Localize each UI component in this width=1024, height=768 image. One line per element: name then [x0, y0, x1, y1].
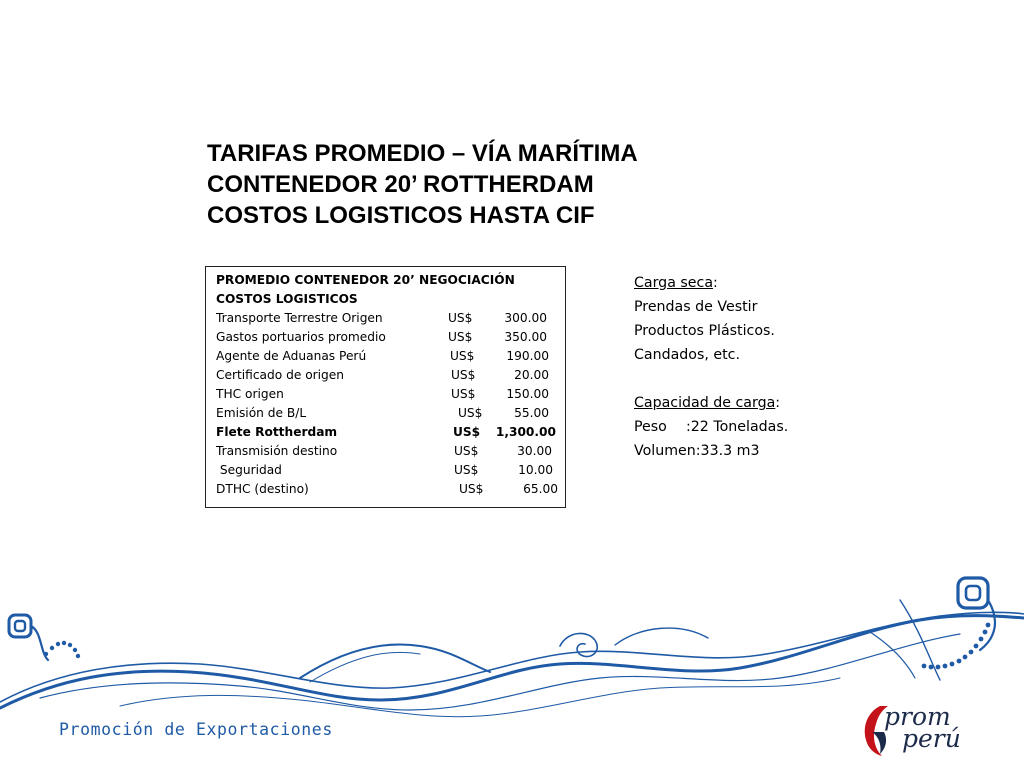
cost-currency: US$: [454, 444, 479, 458]
weight-row: [634, 415, 788, 439]
cost-label: Emisión de B/L: [216, 406, 307, 420]
weight-value: :22 Toneladas.: [686, 419, 789, 435]
cost-label: Certificado de origen: [216, 368, 345, 382]
cost-amount: 190.00: [506, 349, 549, 363]
dry-cargo-heading-text: Carga seca: [634, 275, 714, 291]
title-line-1: TARIFAS PROMEDIO – VÍA MARÍTIMA: [207, 140, 638, 167]
table-row: [216, 480, 565, 499]
title-line-2: CONTENEDOR 20’ ROTTHERDAM: [207, 171, 594, 198]
logo-word-prom: prom: [884, 702, 951, 731]
table-header-costs: COSTOS LOGISTICOS: [216, 292, 358, 306]
volume-row: Volumen:33.3 m3: [634, 443, 760, 459]
promperu-logo: [858, 702, 978, 758]
logo-word-peru: perú: [902, 724, 961, 753]
table-row: [216, 423, 565, 442]
cost-currency: US$: [453, 425, 481, 439]
cost-label: Flete Rottherdam: [216, 425, 338, 439]
table-row: [216, 385, 565, 404]
dry-cargo-heading-colon: :: [713, 275, 718, 291]
table-row: [216, 404, 565, 423]
cost-amount: 55.00: [514, 406, 549, 420]
cargo-item: Prendas de Vestir: [634, 299, 758, 315]
table-row: [216, 442, 565, 461]
cost-currency: US$: [451, 368, 476, 382]
cargo-item: Candados, etc.: [634, 347, 740, 363]
cost-amount: 350.00: [504, 330, 547, 344]
table-row: [216, 309, 565, 328]
cost-amount: 30.00: [517, 444, 552, 458]
table-row: [216, 461, 565, 480]
footer-text: Promoción de Exportaciones: [59, 720, 333, 739]
cost-currency: US$: [458, 406, 483, 420]
logistics-cost-table: [205, 266, 566, 508]
cost-amount: 300.00: [504, 311, 547, 325]
cost-amount: 10.00: [518, 463, 553, 477]
cost-amount: 150.00: [506, 387, 549, 401]
slide-title: [207, 138, 638, 231]
cost-label: Seguridad: [216, 463, 282, 477]
weight-label: Peso: [634, 419, 667, 435]
spacer: [634, 367, 788, 391]
cost-label: Transmisión destino: [216, 444, 338, 458]
cost-currency: US$: [448, 311, 473, 325]
cost-currency: US$: [451, 387, 476, 401]
cost-rows: [216, 309, 565, 499]
cost-label: Agente de Aduanas Perú: [216, 349, 367, 363]
table-row: [216, 347, 565, 366]
cost-label: DTHC (destino): [216, 482, 309, 496]
cargo-item: Productos Plásticos.: [634, 323, 775, 339]
cost-amount: 65.00: [523, 482, 558, 496]
capacity-heading-text: Capacidad de carga: [634, 395, 776, 411]
table-row: [216, 366, 565, 385]
cost-currency: US$: [454, 463, 479, 477]
cargo-info: [634, 271, 788, 463]
capacity-heading-colon: :: [775, 395, 781, 411]
title-line-3: COSTOS LOGISTICOS HASTA CIF: [207, 202, 595, 229]
cost-currency: US$: [459, 482, 484, 496]
cost-label: Transporte Terrestre Origen: [216, 311, 383, 325]
dry-cargo-heading: [634, 271, 788, 295]
cost-currency: US$: [448, 330, 473, 344]
cost-amount: 1,300.00: [495, 425, 556, 439]
cost-label: THC origen: [216, 387, 284, 401]
table-header-negotiation: PROMEDIO CONTENEDOR 20’ NEGOCIACIÓN: [216, 273, 515, 287]
capacity-heading: [634, 391, 788, 415]
table-row: [216, 328, 565, 347]
cost-label: Gastos portuarios promedio: [216, 330, 386, 344]
cost-currency: US$: [450, 349, 475, 363]
cost-amount: 20.00: [514, 368, 549, 382]
